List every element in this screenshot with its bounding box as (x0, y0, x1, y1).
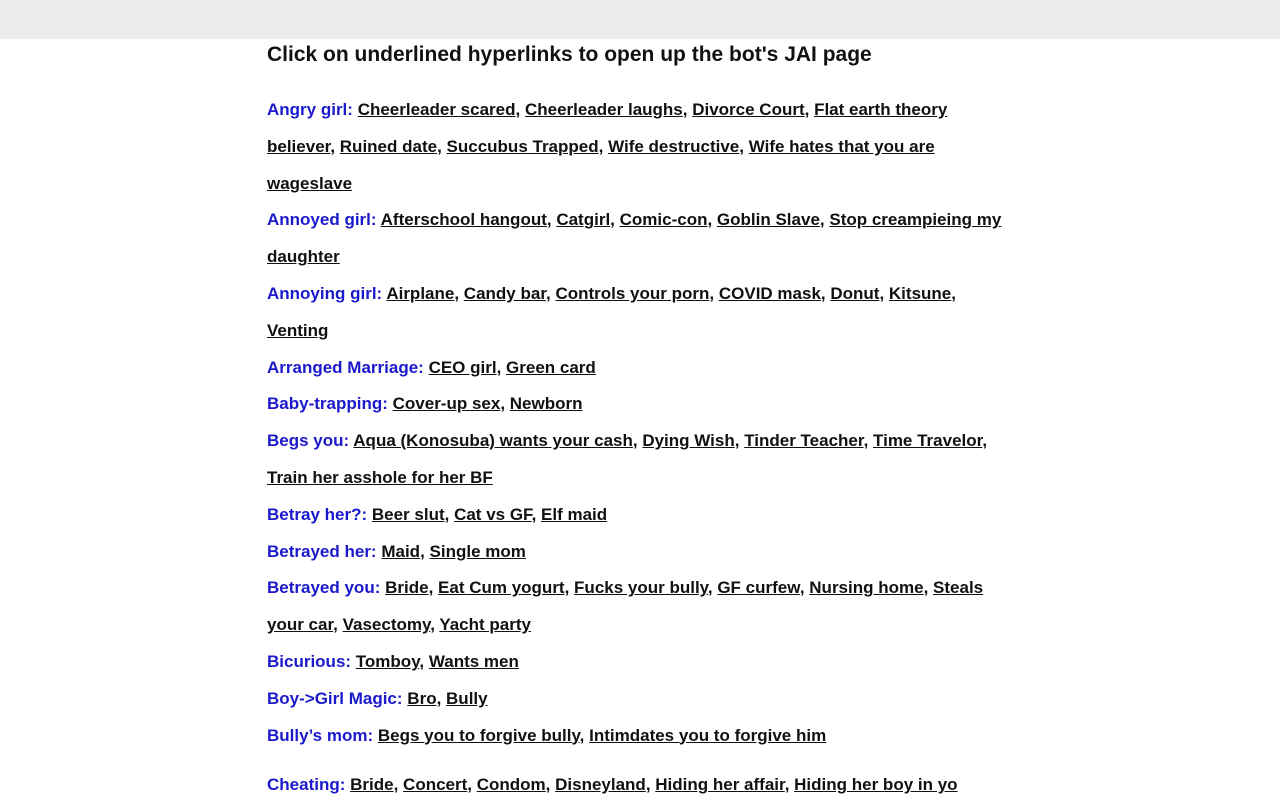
link-separator: , (982, 431, 988, 451)
bot-link[interactable]: Bride (350, 775, 394, 795)
link-separator: , (682, 100, 693, 119)
bot-link[interactable]: Ruined date (339, 136, 438, 156)
link-separator: , (430, 615, 440, 635)
bot-link[interactable]: Hiding her boy in yo (794, 775, 958, 795)
bot-link[interactable]: Newborn (509, 394, 583, 414)
category-label: Betray her?: (267, 504, 368, 524)
link-separator: , (419, 651, 429, 671)
link-separator: , (863, 431, 874, 451)
link-separator: , (393, 775, 404, 795)
bot-link[interactable]: Afterschool hangout (380, 210, 547, 230)
category-entry (267, 423, 1012, 497)
link-separator: , (579, 725, 590, 745)
link-separator: , (515, 100, 525, 119)
bot-link[interactable]: Wants men (428, 651, 519, 671)
bot-link[interactable]: Tinder Teacher (744, 431, 864, 451)
browser-top-bar (0, 0, 1280, 39)
bot-link[interactable]: Beer slut (371, 504, 445, 524)
bot-link[interactable]: Bully (446, 688, 488, 708)
bot-link[interactable]: COVID mask (718, 283, 821, 303)
category-label: Annoying girl: (267, 283, 383, 303)
category-entry (267, 718, 1012, 755)
bot-link[interactable]: Tomboy (355, 651, 420, 671)
link-separator: , (500, 394, 510, 414)
bot-link[interactable]: Catgirl (556, 210, 611, 230)
category-entry (267, 644, 1012, 681)
link-separator: , (564, 578, 575, 598)
bot-link[interactable]: Wife destructive (608, 136, 740, 156)
link-separator: , (739, 136, 749, 156)
bot-link[interactable]: Eat Cum yogurt (438, 578, 565, 598)
category-entry (267, 386, 1012, 423)
bot-link[interactable]: Bro (407, 688, 437, 708)
bot-link[interactable]: Donut (830, 283, 880, 303)
bot-link[interactable]: Maid (381, 541, 421, 561)
bot-link[interactable]: CEO girl (428, 357, 497, 377)
link-separator: , (420, 541, 430, 561)
category-entry (267, 276, 1012, 350)
link-separator: , (333, 615, 343, 635)
category-entry (267, 570, 1012, 644)
bot-link[interactable]: Single mom (429, 541, 526, 561)
bot-link[interactable]: Steals your car (267, 578, 984, 635)
link-separator: , (454, 283, 464, 303)
bot-link[interactable]: Nursing home (809, 578, 924, 598)
link-separator: , (467, 775, 477, 795)
link-separator: , (707, 578, 718, 598)
bot-link[interactable]: Flat earth theory believer (267, 100, 948, 156)
link-separator: , (436, 688, 447, 708)
link-separator: , (951, 283, 956, 303)
bot-link[interactable]: Train her asshole for her BF (267, 467, 493, 487)
bot-link[interactable]: Begs you to forgive bully (377, 725, 580, 745)
category-entry (267, 767, 1012, 804)
bot-link[interactable]: Intimdates you to forgive him (589, 725, 827, 745)
bot-link[interactable]: GF curfew (717, 578, 800, 598)
category-label: Annoyed girl: (267, 210, 377, 230)
bot-link[interactable]: Candy bar (463, 283, 546, 303)
bot-link[interactable]: Hiding her affair (655, 775, 785, 795)
bot-link[interactable]: Cheerleader laughs (524, 100, 683, 119)
category-entry (267, 497, 1012, 534)
bot-link[interactable]: Green card (506, 357, 596, 377)
link-separator: , (707, 210, 717, 230)
bot-link[interactable]: Goblin Slave (716, 210, 820, 230)
bot-link[interactable]: Succubus Trapped (446, 136, 599, 156)
link-separator: , (784, 775, 795, 795)
category-entry (267, 534, 1012, 571)
category-entry (267, 202, 1012, 276)
link-separator: , (804, 100, 815, 119)
bot-link[interactable]: Cheerleader scared (357, 100, 516, 119)
category-entry (267, 350, 1012, 387)
bot-link[interactable]: Fucks your bully (574, 578, 708, 598)
category-entry (267, 92, 1012, 202)
bot-link[interactable]: Divorce Court (692, 100, 805, 119)
link-separator: , (545, 775, 556, 795)
category-label: Begs you: (267, 431, 350, 451)
category-label: Cheating: (267, 775, 346, 795)
link-separator: , (645, 775, 656, 795)
bot-link[interactable]: Kitsune (888, 283, 952, 303)
bot-link[interactable]: Controls your porn (555, 283, 710, 303)
bot-link[interactable]: Bride (385, 578, 429, 598)
bot-link[interactable]: Concert (403, 775, 468, 795)
page-title: Click on underlined hyperlinks to open up the bot's JAI page (267, 43, 872, 66)
bot-link[interactable]: Time Travelor (873, 431, 983, 451)
link-separator: , (546, 210, 557, 230)
link-separator: , (598, 136, 609, 156)
link-separator: , (437, 136, 447, 156)
category-label: Boy->Girl Magic: (267, 688, 403, 708)
link-separator: , (923, 578, 934, 598)
link-separator: , (428, 578, 439, 598)
link-separator: , (879, 283, 889, 303)
bot-link[interactable]: Elf maid (541, 504, 608, 524)
bot-link[interactable]: Vasectomy (342, 615, 431, 635)
category-list (267, 92, 1012, 804)
link-separator: , (819, 210, 830, 230)
link-separator: , (820, 283, 831, 303)
link-separator: , (546, 283, 556, 303)
bot-link[interactable]: Venting (267, 320, 329, 340)
link-separator: , (330, 136, 340, 156)
link-separator: , (709, 283, 719, 303)
link-separator: , (496, 357, 507, 377)
bot-link[interactable]: Stop creampieing my daughter (267, 210, 1002, 267)
bot-link[interactable]: Cat vs GF (454, 504, 532, 524)
link-separator: , (632, 431, 643, 451)
category-label: Arranged Marriage: (267, 357, 424, 377)
category-label: Betrayed her: (267, 541, 377, 561)
link-separator: , (734, 431, 745, 451)
bot-link[interactable]: Cover-up sex (392, 394, 501, 414)
link-separator: , (444, 504, 455, 524)
page-content (267, 39, 1012, 804)
bot-link[interactable]: Yacht party (439, 615, 531, 635)
link-separator: , (799, 578, 810, 598)
category-label: Bully’s mom: (267, 725, 374, 745)
category-label: Bicurious: (267, 651, 352, 671)
bot-link[interactable]: Wife hates that you are wageslave (267, 136, 935, 193)
bot-link[interactable]: Disneyland (555, 775, 646, 795)
bot-link[interactable]: Airplane (386, 283, 455, 303)
category-label: Baby-trapping: (267, 394, 388, 414)
bot-link[interactable]: Dying Wish (642, 431, 735, 451)
bot-link[interactable]: Comic-con (619, 210, 708, 230)
bot-link[interactable]: Aqua (Konosuba) wants your cash (353, 431, 633, 451)
category-label: Angry girl: (267, 100, 353, 119)
link-separator: , (610, 210, 620, 230)
category-label: Betrayed you: (267, 578, 381, 598)
category-entry (267, 681, 1012, 718)
link-separator: , (531, 504, 542, 524)
bot-link[interactable]: Condom (476, 775, 546, 795)
